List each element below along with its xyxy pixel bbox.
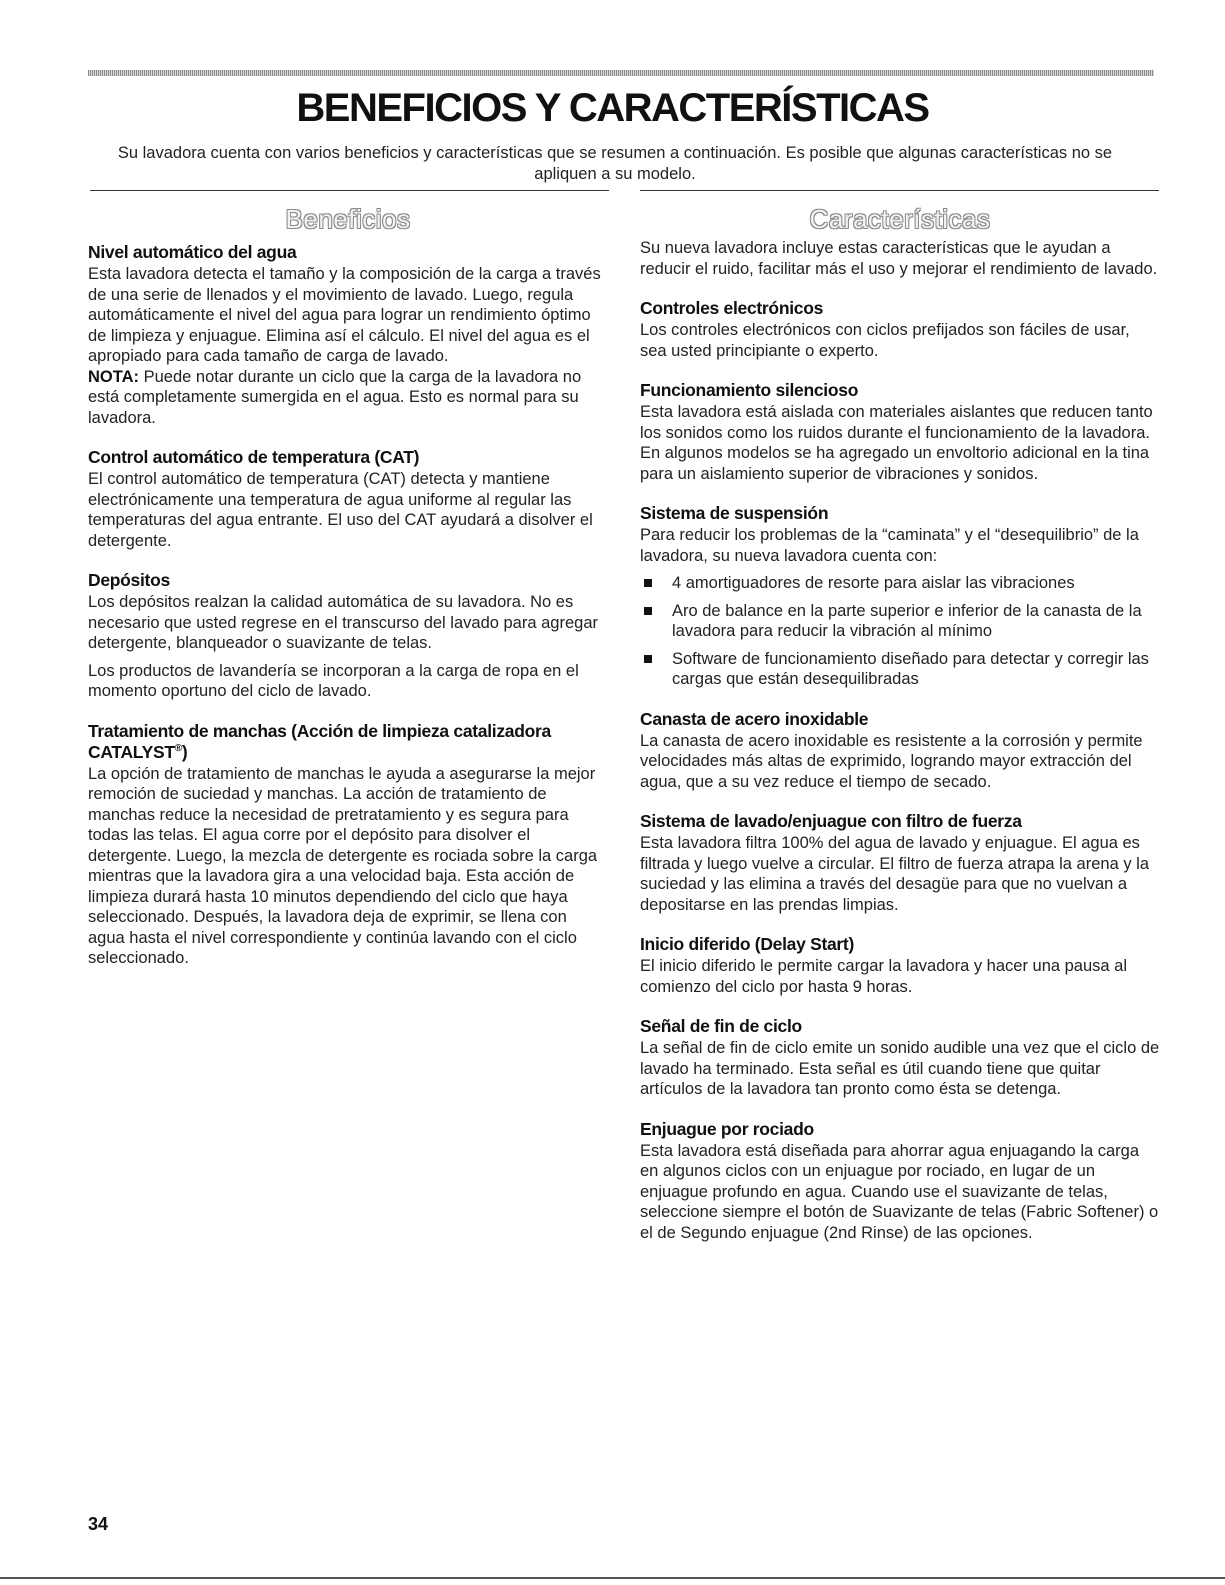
benefit-note (88, 367, 608, 429)
benefit-body-2: Los productos de lavandería se incorporan a la carga de ropa en el momento oportuno del ciclo de lavado. (88, 661, 579, 700)
feature-item (640, 380, 1160, 484)
feature-body: Esta lavadora está diseñada para ahorrar agua enjuagando la carga en algunos ciclos con un enjuague por rociado, en lugar de un enjuague profundo en agua. Cuando use el suavizante de telas, seleccione siempre el botón de Suavizante de telas (Fabric Softener) o el de Segundo enjuague (2nd Rinse) de las opciones. (640, 1141, 1159, 1242)
feature-item (640, 1016, 1160, 1100)
bullet-text: Software de funcionamiento diseñado para detectar y corregir las cargas que están desequilibradas (672, 649, 1149, 688)
benefit-title: Depósitos (88, 570, 170, 590)
bullet-text: Aro de balance en la parte superior e inferior de la canasta de la lavadora para reducir la vibración al mínimo (672, 601, 1142, 640)
features-intro: Su nueva lavadora incluye estas características que le ayudan a reducir el ruido, facilitar más el uso y mejorar el rendimiento de lavado. (640, 239, 1158, 278)
benefit-item (88, 447, 608, 551)
benefit-title: Control automático de temperatura (CAT) (88, 447, 420, 467)
feature-body: La señal de fin de ciclo emite un sonido audible una vez que el ciclo de lavado ha terminado. Esta señal es útil cuando tiene que quitar artículos de la lavadora tan pronto como ésta se detenga. (640, 1039, 1160, 1098)
feature-body: Esta lavadora filtra 100% del agua de lavado y enjuague. El agua es filtrada y luego vuelve a circular. El filtro de fuerza atrapa la arena y la suciedad y las elimina a través del desagüe para que no vuelvan a depositarse en las prendas limpias. (640, 834, 1150, 914)
feature-item (640, 709, 1160, 793)
feature-title: Señal de fin de ciclo (640, 1016, 802, 1036)
feature-body: Esta lavadora está aislada con materiales aislantes que reducen tanto los sonidos como los ruidos durante el funcionamiento de la lavadora. En algunos modelos se ha agregado un envoltorio adicional en la tina para un aislamiento superior de vibraciones y sonidos. (640, 403, 1153, 483)
page-number: 34 (88, 1514, 109, 1534)
right-divider (640, 190, 1159, 191)
benefits-heading: Beneficios (285, 204, 411, 234)
benefit-title: Nivel automático del agua (88, 242, 297, 262)
features-column (640, 200, 1160, 1262)
registered-mark: ® (174, 742, 182, 754)
feature-item (640, 298, 1160, 361)
benefit-title-text: Tratamiento de manchas (Acción de limpieza catalizadora CATALYST (88, 720, 551, 762)
feature-item (640, 503, 1160, 690)
feature-title: Funcionamiento silencioso (640, 380, 859, 400)
bullet-item (640, 649, 1160, 690)
feature-body: Los controles electrónicos con ciclos prefijados son fáciles de usar, sea usted principiante o experto. (640, 321, 1130, 360)
bullet-text: 4 amortiguadores de resorte para aislar las vibraciones (672, 574, 1075, 592)
header-pattern-band (88, 70, 1154, 76)
note-text: Puede notar durante un ciclo que la carga de la lavadora no está completamente sumergida en el agua. Esto es normal para su lavadora. (88, 367, 582, 427)
note-label: NOTA: (88, 367, 140, 386)
benefit-body: El control automático de temperatura (CAT) detecta y mantiene electrónicamente una temperatura de agua uniforme al regular las temperaturas del agua entrante. El uso del CAT ayudará a disolver el detergente. (88, 470, 593, 550)
feature-item (640, 811, 1160, 915)
feature-title: Controles electrónicos (640, 298, 824, 318)
benefit-item (88, 242, 608, 428)
feature-item (640, 1119, 1160, 1244)
bullet-item (640, 601, 1160, 642)
feature-item (640, 934, 1160, 997)
benefit-item (88, 570, 608, 702)
feature-body: Para reducir los problemas de la “caminata” y el “desequilibrio” de la lavadora, su nueva lavadora cuenta con: (640, 526, 1139, 565)
benefit-body: Esta lavadora detecta el tamaño y la composición de la carga a través de una serie de llenados y el movimiento de lavado. Luego, regula automáticamente el nivel del agua para lograr un rendimiento óptimo de limpieza y enjuague. Elimina así el cálculo. El nivel del agua es el apropiado para cada tamaño de carga de lavado. (88, 265, 601, 365)
features-heading: Características (809, 204, 991, 234)
feature-title: Enjuague por rociado (640, 1118, 814, 1139)
bullet-item (640, 573, 1160, 594)
bullet-square-icon (644, 607, 652, 615)
benefit-title-end: ) (181, 741, 188, 762)
page-intro: Su lavadora cuenta con varios beneficios y características que se resumen a continuación. Es posible que algunas características no se apliquen a su modelo. (117, 144, 1113, 183)
left-divider (90, 190, 609, 191)
feature-title: Sistema de lavado/enjuague con filtro de fuerza (640, 811, 1022, 831)
benefits-column (88, 200, 608, 988)
bullet-square-icon (644, 655, 652, 663)
bullet-square-icon (644, 579, 652, 587)
page-title: BENEFICIOS Y CARACTERÍSTICAS (296, 86, 929, 130)
feature-title: Canasta de acero inoxidable (640, 708, 869, 729)
suspension-bullet-list (640, 573, 1160, 690)
benefit-body: Los depósitos realzan la calidad automática de su lavadora. No es necesario que usted regrese en el transcurso del lavado para agregar detergente, blanqueador o suavizante de telas. (88, 593, 598, 652)
benefit-body: La opción de tratamiento de manchas le ayuda a asegurarse la mejor remoción de suciedad y manchas. La acción de tratamiento de manchas reduce la necesidad de pretratamiento y es segura para todas las telas. El agua corre por el depósito para disolver el detergente. Luego, la mezcla de detergente es rociada sobre la carga mientras que la lavadora gira a una velocidad baja. Esta acción de limpieza durará hasta 10 minutos dependiendo del ciclo que haya seleccionado. Después, la lavadora deja de exprimir, se llena con agua hasta el nivel correspondiente y continúa lavando con el ciclo seleccionado. (88, 764, 598, 967)
benefit-item (88, 721, 608, 969)
benefit-title (88, 721, 608, 763)
bottom-rule (0, 1577, 1225, 1579)
feature-body: La canasta de acero inoxidable es resistente a la corrosión y permite velocidades más altas de exprimido, logrando mayor extracción del agua, que a su vez reduce el tiempo de secado. (640, 731, 1143, 791)
feature-body: El inicio diferido le permite cargar la lavadora y hacer una pausa al comienzo del ciclo por hasta 9 horas. (640, 957, 1128, 996)
feature-title: Sistema de suspensión (640, 503, 829, 523)
feature-title: Inicio diferido (Delay Start) (640, 934, 854, 954)
